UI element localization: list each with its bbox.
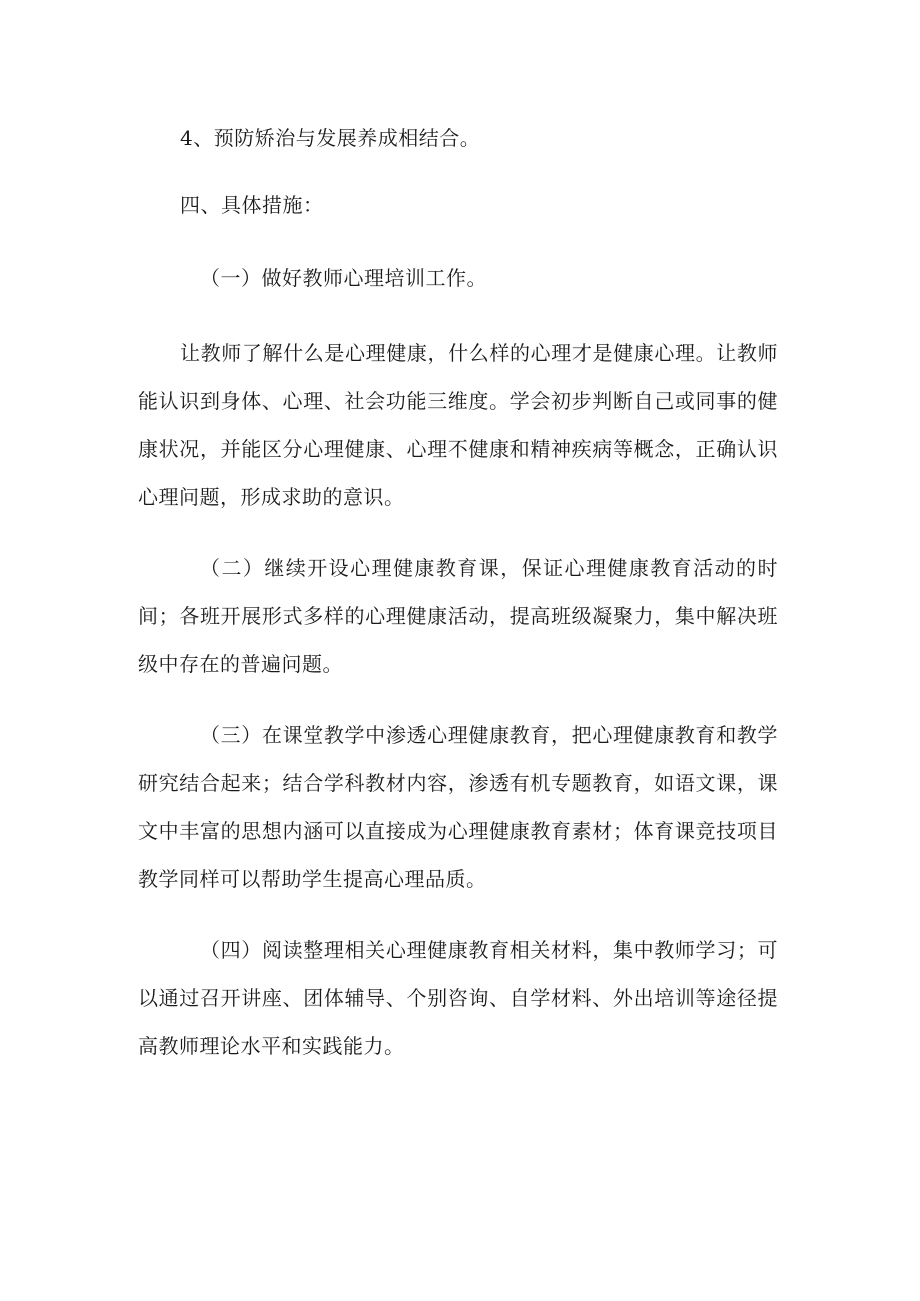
paragraph-reading-materials: （四）阅读整理相关心理健康教育相关材料，集中教师学习；可以通过召开讲座、团体辅导、个别咨询、自学材料、外出培训等途径提高教师理论水平和实践能力。 bbox=[138, 938, 778, 1058]
paragraph-psych-courses: （二）继续开设心理健康教育课，保证心理健康教育活动的时间；各班开展形式多样的心理健康活动，提高班级凝聚力，集中解决班级中存在的普遍问题。 bbox=[138, 556, 778, 676]
section-heading-measures: 四、具体措施： bbox=[180, 193, 324, 217]
subheading-teacher-training: （一）做好教师心理培训工作。 bbox=[200, 266, 487, 290]
paragraph-teacher-training: 让教师了解什么是心理健康，什么样的心理才是健康心理。让教师能认识到身体、心理、社会功能三维度。学会初步判断自己或同事的健康状况，并能区分心理健康、心理不健康和精神疾病等概念，正确认识心理问题，形成求助的意识。 bbox=[138, 341, 778, 509]
paragraph-classroom-integration: （三）在课堂教学中渗透心理健康教育，把心理健康教育和教学研究结合起来；结合学科教材内容，渗透有机专题教育，如语文课，课文中丰富的思想内涵可以直接成为心理健康教育素材；体育课竞技项目教学同样可以帮助学生提高心理品质。 bbox=[138, 723, 778, 891]
list-item-4: 4、预防矫治与发展养成相结合。 bbox=[180, 126, 481, 150]
